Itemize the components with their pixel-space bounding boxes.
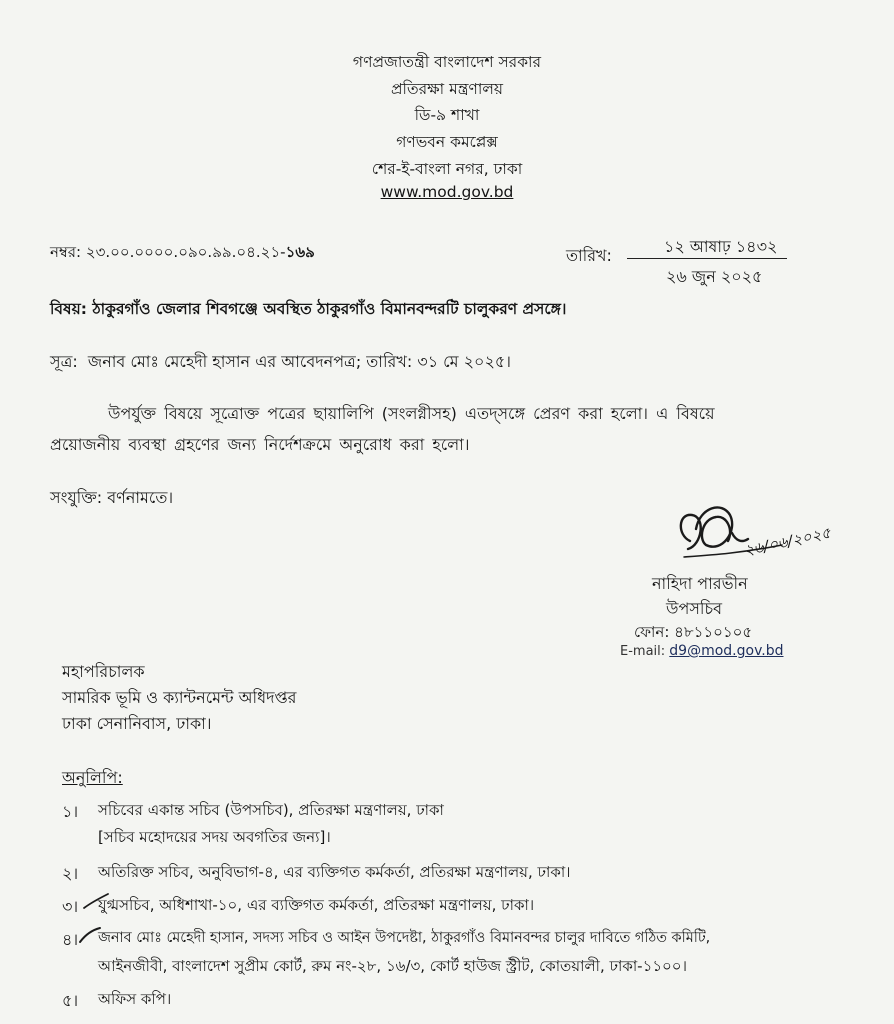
subject-line: বিষয়: ঠাকুরগাঁও জেলার শিবগঞ্জে অবস্থিত ঠাকুরগাঁও বিমানবন্দরটি চালুকরণ প্রসঙ্গে।: [50, 300, 567, 318]
copies-title: অনুলিপি:: [62, 768, 123, 787]
signatory-email: [620, 643, 784, 659]
copy-item-text-cont: আইনজীবী, বাংলাদেশ সুপ্রীম কোর্ট, রুম নং-২৮, ১৬/৩, কোর্ট হাউজ স্ট্রীট, কোতয়ালী, ঢাকা-১১০০।: [98, 957, 687, 975]
body-line-2: প্রয়োজনীয় ব্যবস্থা গ্রহণের জন্য নির্দেশক্রমে অনুরোধ করা হলো।: [50, 435, 470, 454]
date-label: তারিখ:: [566, 246, 612, 265]
recipient-address: ঢাকা সেনানিবাস, ঢাকা।: [62, 714, 212, 733]
ministry-name: প্রতিরক্ষা মন্ত্রণালয়: [390, 80, 504, 98]
branch-name: ডি-৯ শাখা: [414, 106, 480, 124]
office-address: শের-ই-বাংলা নগর, ঢাকা: [371, 160, 523, 178]
memo-number-prefix: নম্বর: ২৩.০০.০০০০.০৯০.৯৯.০৪.২১-: [50, 243, 286, 261]
date-bangla: ১২ আষাঢ় ১৪৩২: [664, 237, 778, 256]
website-line: [0, 183, 894, 201]
copy-item-number: ২।: [62, 864, 79, 883]
pen-mark: [78, 890, 128, 950]
copy-item-text: যুগ্মসচিব, অধিশাখা-১০, এর ব্যক্তিগত কর্মকর্তা, প্রতিরক্ষা মন্ত্রণালয়, ঢাকা।: [98, 896, 535, 914]
signatory-designation: উপসচিব: [666, 599, 723, 618]
email-link[interactable]: d9@mod.gov.bd: [669, 643, 784, 659]
copy-item-text: অতিরিক্ত সচিব, অনুবিভাগ-৪, এর ব্যক্তিগত কর্মকর্তা, প্রতিরক্ষা মন্ত্রণালয়, ঢাকা।: [98, 863, 571, 881]
copy-item-number: ১।: [62, 802, 79, 821]
signature-date: ২৬/০৬/২০২৫: [742, 523, 833, 560]
source-label: সূত্র:: [50, 352, 78, 371]
body-line-1: উপর্যুক্ত বিষয়ে সূত্রোক্ত পত্রের ছায়ালিপি (সংলগ্নীসহ) এতদ্‌সঙ্গে প্রেরণ করা হলো। এ বিষয়ে: [108, 404, 715, 423]
date-english: ২৬ জুন ২০২৫: [666, 267, 763, 286]
website-link[interactable]: www.mod.gov.bd: [380, 183, 514, 201]
copy-item-text: জনাব মোঃ মেহেদী হাসান, সদস্য সচিব ও আইন উপদেষ্টা, ঠাকুরগাঁও বিমানবন্দর চালুর দাবিতে গঠিত কমিটি,: [98, 930, 711, 946]
copy-item-text-cont: [সচিব মহোদয়ের সদয় অবগতির জন্য]।: [98, 828, 331, 846]
recipient-title: মহাপরিচালক: [62, 662, 145, 681]
copy-item-number: ৩।: [62, 897, 79, 916]
copy-item-text: সচিবের একান্ত সচিব (উপসচিব), প্রতিরক্ষা মন্ত্রণালয়, ঢাকা: [98, 801, 444, 819]
office-complex: গণভবন কমপ্লেক্স: [396, 133, 498, 151]
memo-number: [50, 241, 315, 266]
source-line: [50, 349, 511, 376]
source-text: জনাব মোঃ মেহেদী হাসান এর আবেদনপত্র; তারিখ: ৩১ মে ২০২৫।: [87, 352, 511, 371]
date-divider: [627, 258, 787, 259]
copy-item-text: অফিস কপি।: [98, 990, 172, 1008]
copy-item-number: ৪।: [62, 930, 79, 949]
recipient-office: সামরিক ভূমি ও ক্যান্টনমেন্ট অধিদপ্তর: [62, 688, 297, 707]
signatory-phone: ফোন: ৪৮১১০১০৫: [634, 623, 753, 641]
copy-item-number: ৫।: [62, 991, 79, 1010]
signatory-name: নাহিদা পারভীন: [652, 574, 748, 593]
memo-number-suffix: ১৬৯: [285, 243, 315, 261]
attachment-line: সংযুক্তি: বর্ণনামতে।: [50, 488, 174, 507]
govt-title: গণপ্রজাতন্ত্রী বাংলাদেশ সরকার: [352, 53, 542, 71]
email-label: E-mail:: [620, 644, 666, 659]
